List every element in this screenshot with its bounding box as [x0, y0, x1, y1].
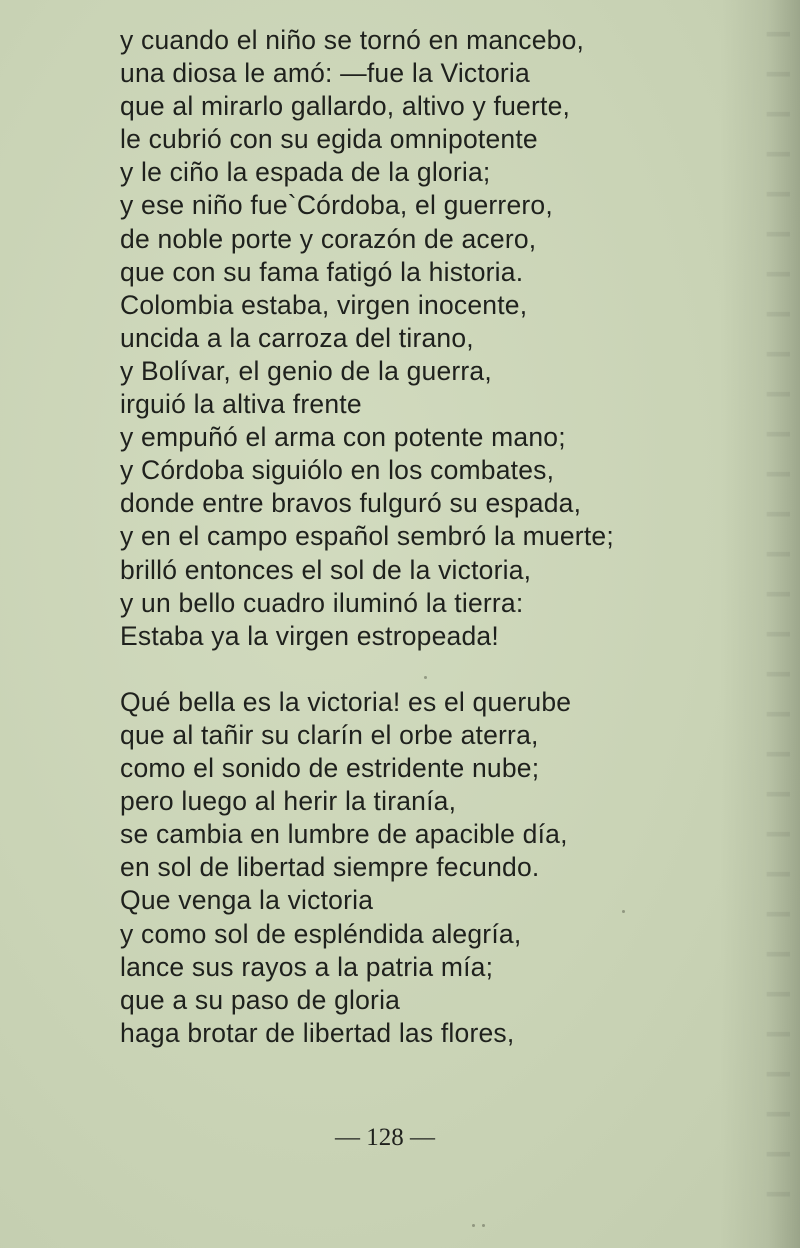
- paper-speck: [482, 1224, 485, 1227]
- paper-speck: [472, 1224, 475, 1227]
- verse-line: uncida a la carroza del tirano,: [120, 322, 474, 353]
- show-through-text: ▁ ▁ ▁ ▁ ▁ ▁ ▁ ▁ ▁ ▁ ▁ ▁ ▁ ▁ ▁ ▁ ▁ ▁ ▁ ▁ ▁ ▁ ▁ ▁ ▁ ▁ ▁ ▁ ▁ ▁: [766, 3, 790, 1196]
- poem-text: [120, 24, 680, 1050]
- verse-line: Que venga la victoria: [120, 885, 374, 916]
- stanza-break: [120, 653, 680, 686]
- verse-line: y le ciño la espada de la gloria;: [120, 157, 491, 188]
- verse-line: donde entre bravos fulguró su espada,: [120, 488, 582, 519]
- verse-line: y ese niño fue`Córdoba, el guerrero,: [120, 190, 553, 221]
- verse-line: como el sonido de estridente nube;: [120, 753, 540, 784]
- verse-line: y cuando el niño se tornó en mancebo,: [120, 25, 585, 55]
- verse-line: brilló entonces el sol de la victoria,: [120, 554, 532, 585]
- verse-line: y empuñó el arma con potente mano;: [120, 422, 566, 453]
- verse-line: que al mirarlo gallardo, altivo y fuerte,: [120, 91, 571, 122]
- verse-line: Colombia estaba, virgen inocente,: [120, 289, 528, 320]
- verse-line: Qué bella es la victoria! es el querube: [120, 686, 572, 717]
- verse-line: y un bello cuadro iluminó la tierra:: [120, 587, 524, 618]
- paper-speck: [424, 676, 427, 679]
- verse-line: lance sus rayos a la patria mía;: [120, 951, 494, 982]
- page-number-text: — 128 —: [335, 1124, 435, 1151]
- verse-line: que al tañir su clarín el orbe aterra,: [120, 719, 539, 750]
- verse-line: que a su paso de gloria: [120, 984, 401, 1015]
- verse-line: que con su fama fatigó la historia.: [120, 256, 524, 287]
- verse-line: y Córdoba siguiólo en los combates,: [120, 455, 555, 486]
- verse-line: pero luego al herir la tiranía,: [120, 786, 457, 817]
- verse-line: y como sol de espléndida alegría,: [120, 918, 522, 949]
- verse-line: Estaba ya la virgen estropeada!: [120, 620, 499, 651]
- verse-line: haga brotar de libertad las flores,: [120, 1017, 515, 1048]
- page-number: [0, 1123, 800, 1153]
- paper-speck: [622, 910, 625, 913]
- verse-line: se cambia en lumbre de apacible día,: [120, 819, 568, 850]
- verse-line: irguió la altiva frente: [120, 389, 362, 420]
- verse-line: una diosa le amó: —fue la Victoria: [120, 58, 530, 89]
- verse-line: le cubrió con su egida omnipotente: [120, 124, 538, 155]
- verse-line: en sol de libertad siempre fecundo.: [120, 852, 540, 883]
- verse-line: y Bolívar, el genio de la guerra,: [120, 355, 492, 386]
- verse-line: de noble porte y corazón de acero,: [120, 223, 537, 254]
- verse-line: y en el campo español sembró la muerte;: [120, 521, 614, 552]
